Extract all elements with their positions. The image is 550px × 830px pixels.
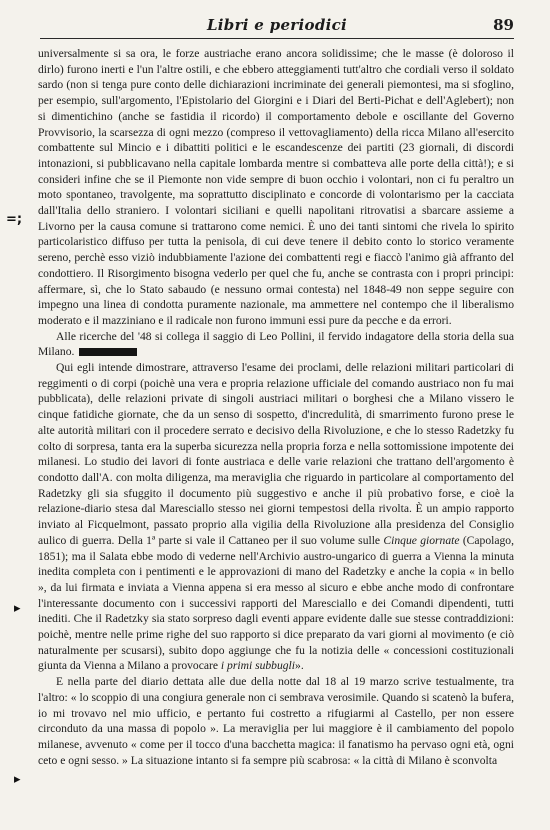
paragraph-text: (Capolago, 1851); ma il Salata ebbe modo di vederne nell'Archivio austro-ungarico di guerra a Vienna la minuta inedita completa con i pentimenti e le approvazioni di mano del Radetzky e anche la copia « in bello », da lui firmata e inviata a Vienna appena si era messo al sicuro e ebbe anche modo di confrontare l'interessante documento con i successivi rapporti del Maresciallo e dei Comandi dipendenti, tutti inediti. Che il Radetzky sia stato sorpreso dagli eventi appare evidente dalle sue stesse contraddizioni: poichè, mentre nelle prime righe del suo rapporto si dice preparato da vari giorni al movimento (e ciò naturalmente per scusarsi), subito dopo aggiunge che fu la notizia delle « concessioni costituzionali giunta da Vienna a Milano a provocare bbox=[38, 533, 515, 673]
italic-quote: i primi subbugli bbox=[220, 659, 296, 673]
paragraph bbox=[38, 329, 514, 360]
paragraph-text: Alle ricerche del '48 si collega il saggio di Leo Pollini, il fervido indagatore della storia della sua Milano. bbox=[38, 329, 514, 359]
italic-title: Cinque giornate bbox=[383, 533, 460, 547]
paragraph bbox=[38, 360, 514, 674]
paragraph: E nella parte del diario dettata alle due della notte dal 18 al 19 marzo scrive testualmente, tra l'altro: « lo scoppio di una congiura generale non ci sembrava verosimile. Quando si scatenò la bufera, io mi trovavo nel mio ufficio, e pertanto fui costretto a rifugiarmi al Castello, per non essere circonduto da una massa di popolo ». La meraviglia per lui maggiore è il cambiamento del popolo milanese, avvenuto « come per il tocco d'una bacchetta magica: il fanatismo ha pervaso ogni età, ogni ceto e ogni sesso. » La situazione intanto si fa sempre più scabrosa: « la città di Milano è sconvolta bbox=[38, 675, 514, 767]
handwritten-mark bbox=[79, 348, 137, 356]
margin-mark: =; bbox=[6, 212, 23, 227]
running-title: Libri e periodici bbox=[206, 16, 348, 34]
page-number: 89 bbox=[493, 16, 514, 34]
margin-mark: ▸ bbox=[14, 772, 21, 787]
header-rule bbox=[40, 38, 514, 39]
page-header bbox=[40, 10, 514, 36]
paragraph: universalmente si sa ora, le forze austriache erano ancora solidissime; che le masse (è doloroso il dirlo) furono inerti e l'un l'altre ostili, e che ebbero atteggiamenti tutt'altro che cordiali verso il soldato sardo (non si tenga pure conto delle dichiarazioni incriminate dei generali piemontesi, ma si sfoglino, per esempio, sull'argomento, l'Epistolario del Giorgini e i Diari del Berti-Pichat e dell'Aglebert); non si dimentichino (anche se fastidia il ricordo) il comportamento debole e oscillante del Governo Provvisorio, la scarsezza di ogni mezzo (compreso il vettovagliamento) della ricca Milano all'esercito combattente sul Mincio e i dibattiti politici e le escandescenze dei partiti (23 giornali, di discordi intonazioni, si pubblicavano nella capitale lombarda mentre si combatteva alle porte della città!); e si consideri infine che se il Piemonte non vide sempre di buon occhio i volontari, non ci fu peraltro un moto spontaneo, travolgente, ma soprattutto disciplinato e concorde di volontarismo per la cacciata dall'Italia dello straniero. I volontari siciliani e quelli napolitani ritrovatisi a sbarcare assieme a Livorno per la causa comune si trattarono come nemici. È uno dei tanti sintomi che rivela lo spirito particolaristico diffuso per tutta la penisola, di cui deve tenere il debito conto lo storico veramente sereno, perchè esso viziò indubbiamente l'azione dei combattenti regi e fiaccò l'animo già affranto del condottiero. Il Risorgimento bisogna vederlo per quel che fu, anche se contrasta con i propri principi: affermare, sì, che lo Stato sabaudo (e nessuno ormai contesta) nel 1848-49 non seppe seguire con impegno una linea di condotta puramente nazionale, ma ammettere nel contempo che il liberalismo moderato e il mazziniano e il radicale non furono immuni essi pure da pecche e da errori. bbox=[38, 47, 514, 327]
article-body bbox=[38, 46, 514, 768]
paragraph-text: ». bbox=[295, 659, 304, 673]
paragraph-text: Qui egli intende dimostrare, attraverso l'esame dei proclami, delle relazioni militari particolari di reggimenti o di corpi (poichè una vera e propria relazione ufficiale del comando austriaco non fu mai pubblicata), delle relazioni private di singoli austriaci militari o borghesi che a Milano vissero le cinque fatidiche giornate, che da un senso di sospetto, d'incredulità, di smarrimento furono prese le alte autorità militari con il procedere serrato e decisivo della Rivoluzione, e che lo stesso Radetzky fu colto di sorpresa, tanta era la superba sicurezza nella propria forza e nella sottomissione impotente dei milanesi. Lo studio dei lavori di fonte austriaca e delle varie relazioni che trattano dell'argomento è condotto dall'A. con molta diligenza, ma meraviglia che riguardo in particolare al comportamento del Radetzky gli sia sfuggito il documento più suggestivo e anche il più probativo forse, e cioè la relazione-diario stesa dal Maresciallo stesso nei giorni tempestosi della rivolta. È un ampio rapporto inviato al Ficquelmont, passato proprio alla vigilia della Rivoluzione alla presidenza del Consiglio aulico di guerra. Della 1ª parte si vale il Cattaneo per il suo volume sulle bbox=[38, 361, 514, 547]
margin-mark: ▸ bbox=[14, 601, 21, 616]
